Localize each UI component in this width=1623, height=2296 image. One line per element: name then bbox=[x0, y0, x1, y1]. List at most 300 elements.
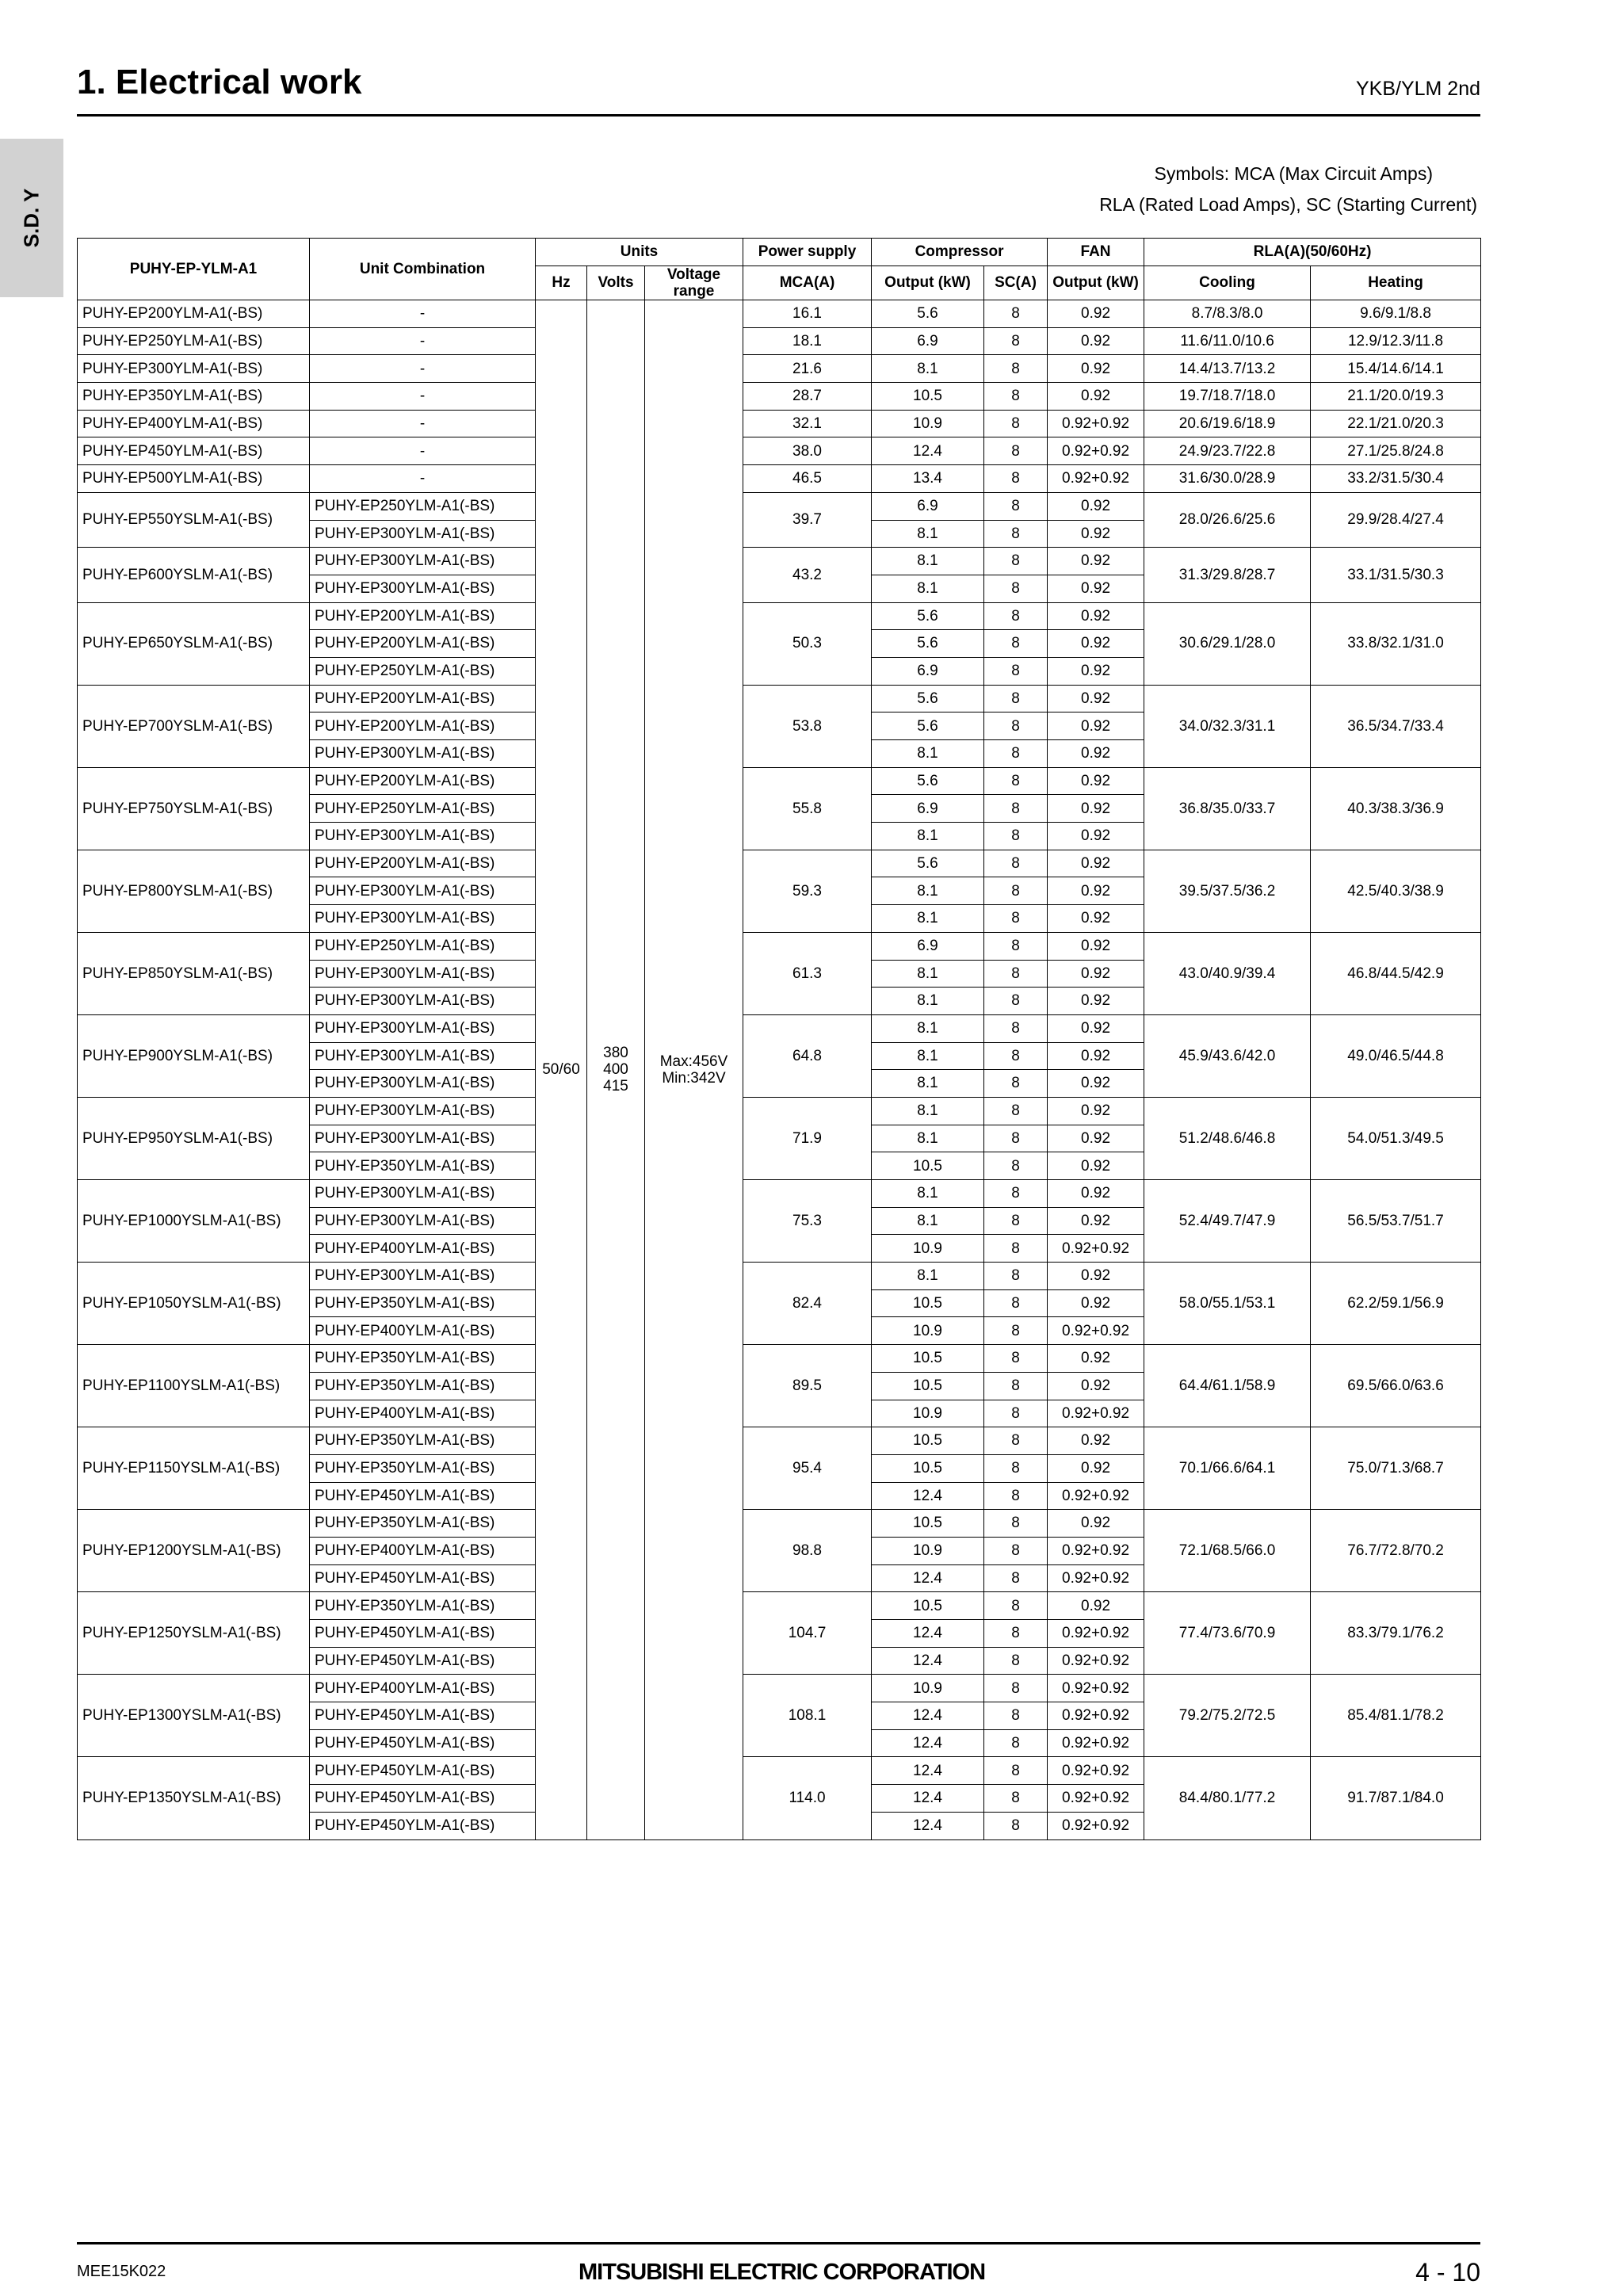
combination-cell: PUHY-EP200YLM-A1(-BS) bbox=[310, 850, 536, 877]
rla-cooling-cell: 45.9/43.6/42.0 bbox=[1144, 1014, 1311, 1097]
fan-output-cell: 0.92 bbox=[1048, 1097, 1144, 1125]
sc-cell: 8 bbox=[984, 1427, 1048, 1455]
symbols-legend-line1: Symbols: MCA (Max Circuit Amps) bbox=[1154, 163, 1433, 184]
header-divider bbox=[77, 114, 1480, 117]
compressor-output-cell: 10.9 bbox=[872, 1317, 984, 1345]
fan-output-cell: 0.92+0.92 bbox=[1048, 1675, 1144, 1702]
compressor-output-cell: 8.1 bbox=[872, 1070, 984, 1098]
mca-cell: 95.4 bbox=[743, 1427, 872, 1510]
sc-cell: 8 bbox=[984, 960, 1048, 988]
fan-output-cell: 0.92 bbox=[1048, 1289, 1144, 1317]
model-cell: PUHY-EP1250YSLM-A1(-BS) bbox=[78, 1592, 310, 1675]
footer-page-number: 4 - 10 bbox=[1415, 2258, 1480, 2286]
sc-cell: 8 bbox=[984, 1510, 1048, 1538]
combination-cell: PUHY-EP350YLM-A1(-BS) bbox=[310, 1427, 536, 1455]
sc-cell: 8 bbox=[984, 465, 1048, 493]
combination-cell: PUHY-EP450YLM-A1(-BS) bbox=[310, 1729, 536, 1757]
combination-cell: PUHY-EP450YLM-A1(-BS) bbox=[310, 1620, 536, 1648]
fan-output-cell: 0.92 bbox=[1048, 905, 1144, 933]
rla-heating-cell: 42.5/40.3/38.9 bbox=[1311, 850, 1481, 932]
voltage-range-cell bbox=[645, 300, 743, 1840]
header-model: PUHY-EP-YLM-A1 bbox=[78, 239, 310, 300]
footer-corporation: MITSUBISHI ELECTRIC CORPORATION bbox=[579, 2260, 986, 2285]
rla-heating-cell: 12.9/12.3/11.8 bbox=[1311, 327, 1481, 355]
header-output-kw: Output (kW) bbox=[872, 266, 984, 300]
header-hz: Hz bbox=[536, 266, 587, 300]
header-sc: SC(A) bbox=[984, 266, 1048, 300]
combination-cell: PUHY-EP300YLM-A1(-BS) bbox=[310, 988, 536, 1015]
rla-cooling-cell: 31.6/30.0/28.9 bbox=[1144, 465, 1311, 493]
sc-cell: 8 bbox=[984, 795, 1048, 823]
compressor-output-cell: 12.4 bbox=[872, 1620, 984, 1648]
mca-cell: 64.8 bbox=[743, 1014, 872, 1097]
header-volts: Volts bbox=[587, 266, 645, 300]
fan-output-cell: 0.92 bbox=[1048, 823, 1144, 850]
mca-cell: 98.8 bbox=[743, 1510, 872, 1592]
combination-cell: PUHY-EP250YLM-A1(-BS) bbox=[310, 795, 536, 823]
combination-cell: - bbox=[310, 437, 536, 465]
fan-output-cell: 0.92 bbox=[1048, 657, 1144, 685]
symbols-legend-line2: RLA (Rated Load Amps), SC (Starting Current) bbox=[1099, 194, 1477, 215]
rla-cooling-cell: 8.7/8.3/8.0 bbox=[1144, 300, 1311, 328]
combination-cell: PUHY-EP350YLM-A1(-BS) bbox=[310, 1592, 536, 1620]
table-row bbox=[78, 300, 1481, 328]
table-row bbox=[78, 465, 1481, 493]
rla-cooling-cell: 28.0/26.6/25.6 bbox=[1144, 492, 1311, 547]
compressor-output-cell: 12.4 bbox=[872, 1812, 984, 1839]
header-mca: MCA(A) bbox=[743, 266, 872, 300]
sc-cell: 8 bbox=[984, 575, 1048, 602]
mca-cell: 21.6 bbox=[743, 355, 872, 383]
compressor-output-cell: 12.4 bbox=[872, 1647, 984, 1675]
combination-cell: - bbox=[310, 465, 536, 493]
compressor-output-cell: 10.5 bbox=[872, 1289, 984, 1317]
compressor-output-cell: 8.1 bbox=[872, 1207, 984, 1235]
compressor-output-cell: 12.4 bbox=[872, 1564, 984, 1592]
rla-heating-cell: 85.4/81.1/78.2 bbox=[1311, 1675, 1481, 1757]
compressor-output-cell: 8.1 bbox=[872, 1014, 984, 1042]
fan-output-cell: 0.92 bbox=[1048, 1510, 1144, 1538]
sc-cell: 8 bbox=[984, 1263, 1048, 1290]
fan-output-cell: 0.92+0.92 bbox=[1048, 1400, 1144, 1427]
sc-cell: 8 bbox=[984, 877, 1048, 905]
rla-cooling-cell: 11.6/11.0/10.6 bbox=[1144, 327, 1311, 355]
volts-value: 415 bbox=[603, 1078, 628, 1095]
combination-cell: PUHY-EP400YLM-A1(-BS) bbox=[310, 1537, 536, 1564]
mca-cell: 104.7 bbox=[743, 1592, 872, 1675]
sc-cell: 8 bbox=[984, 932, 1048, 960]
sc-cell: 8 bbox=[984, 437, 1048, 465]
header-unit-combination: Unit Combination bbox=[310, 239, 536, 300]
table-row bbox=[78, 932, 1481, 960]
combination-cell: - bbox=[310, 355, 536, 383]
combination-cell: PUHY-EP250YLM-A1(-BS) bbox=[310, 657, 536, 685]
sc-cell: 8 bbox=[984, 657, 1048, 685]
fan-output-cell: 0.92 bbox=[1048, 685, 1144, 712]
sc-cell: 8 bbox=[984, 1620, 1048, 1648]
table-row bbox=[78, 685, 1481, 712]
combination-cell: PUHY-EP350YLM-A1(-BS) bbox=[310, 1372, 536, 1400]
sc-cell: 8 bbox=[984, 823, 1048, 850]
fan-output-cell: 0.92+0.92 bbox=[1048, 1235, 1144, 1263]
header-rla: RLA(A)(50/60Hz) bbox=[1144, 239, 1481, 266]
fan-output-cell: 0.92 bbox=[1048, 712, 1144, 740]
sc-cell: 8 bbox=[984, 492, 1048, 520]
combination-cell: - bbox=[310, 327, 536, 355]
combination-cell: - bbox=[310, 410, 536, 437]
sc-cell: 8 bbox=[984, 1592, 1048, 1620]
compressor-output-cell: 8.1 bbox=[872, 740, 984, 768]
mca-cell: 53.8 bbox=[743, 685, 872, 767]
fan-output-cell: 0.92 bbox=[1048, 548, 1144, 575]
combination-cell: PUHY-EP400YLM-A1(-BS) bbox=[310, 1675, 536, 1702]
combination-cell: PUHY-EP200YLM-A1(-BS) bbox=[310, 712, 536, 740]
compressor-output-cell: 13.4 bbox=[872, 465, 984, 493]
sc-cell: 8 bbox=[984, 1125, 1048, 1152]
compressor-output-cell: 10.9 bbox=[872, 1537, 984, 1564]
model-cell: PUHY-EP1100YSLM-A1(-BS) bbox=[78, 1345, 310, 1427]
table-row bbox=[78, 437, 1481, 465]
compressor-output-cell: 8.1 bbox=[872, 355, 984, 383]
fan-output-cell: 0.92+0.92 bbox=[1048, 1482, 1144, 1510]
sc-cell: 8 bbox=[984, 1180, 1048, 1208]
table-row bbox=[78, 492, 1481, 520]
rla-heating-cell: 91.7/87.1/84.0 bbox=[1311, 1757, 1481, 1839]
sc-cell: 8 bbox=[984, 1400, 1048, 1427]
combination-cell: PUHY-EP300YLM-A1(-BS) bbox=[310, 1014, 536, 1042]
compressor-output-cell: 8.1 bbox=[872, 905, 984, 933]
rla-heating-cell: 9.6/9.1/8.8 bbox=[1311, 300, 1481, 328]
combination-cell: PUHY-EP450YLM-A1(-BS) bbox=[310, 1702, 536, 1730]
sc-cell: 8 bbox=[984, 1647, 1048, 1675]
compressor-output-cell: 12.4 bbox=[872, 1482, 984, 1510]
mca-cell: 46.5 bbox=[743, 465, 872, 493]
sc-cell: 8 bbox=[984, 1729, 1048, 1757]
model-cell: PUHY-EP1000YSLM-A1(-BS) bbox=[78, 1180, 310, 1263]
rla-cooling-cell: 34.0/32.3/31.1 bbox=[1144, 685, 1311, 767]
fan-output-cell: 0.92 bbox=[1048, 630, 1144, 658]
combination-cell: PUHY-EP300YLM-A1(-BS) bbox=[310, 1042, 536, 1070]
rla-heating-cell: 22.1/21.0/20.3 bbox=[1311, 410, 1481, 437]
table-row bbox=[78, 355, 1481, 383]
combination-cell: PUHY-EP450YLM-A1(-BS) bbox=[310, 1647, 536, 1675]
fan-output-cell: 0.92+0.92 bbox=[1048, 1785, 1144, 1813]
sc-cell: 8 bbox=[984, 905, 1048, 933]
compressor-output-cell: 8.1 bbox=[872, 1042, 984, 1070]
compressor-output-cell: 10.9 bbox=[872, 1400, 984, 1427]
combination-cell: - bbox=[310, 300, 536, 328]
rla-heating-cell: 49.0/46.5/44.8 bbox=[1311, 1014, 1481, 1097]
rla-cooling-cell: 84.4/80.1/77.2 bbox=[1144, 1757, 1311, 1839]
sc-cell: 8 bbox=[984, 1207, 1048, 1235]
table-row bbox=[78, 1427, 1481, 1455]
sc-cell: 8 bbox=[984, 410, 1048, 437]
model-cell: PUHY-EP600YSLM-A1(-BS) bbox=[78, 548, 310, 602]
fan-output-cell: 0.92+0.92 bbox=[1048, 410, 1144, 437]
fan-output-cell: 0.92 bbox=[1048, 1014, 1144, 1042]
compressor-output-cell: 6.9 bbox=[872, 492, 984, 520]
fan-output-cell: 0.92+0.92 bbox=[1048, 1620, 1144, 1648]
rla-cooling-cell: 30.6/29.1/28.0 bbox=[1144, 602, 1311, 685]
fan-output-cell: 0.92 bbox=[1048, 1372, 1144, 1400]
voltage-range-value: Max:456V bbox=[659, 1052, 728, 1070]
header-voltage-range: Voltage range bbox=[645, 266, 743, 300]
fan-output-cell: 0.92 bbox=[1048, 300, 1144, 328]
combination-cell: PUHY-EP350YLM-A1(-BS) bbox=[310, 1289, 536, 1317]
rla-heating-cell: 54.0/51.3/49.5 bbox=[1311, 1097, 1481, 1179]
table-row bbox=[78, 327, 1481, 355]
sc-cell: 8 bbox=[984, 1372, 1048, 1400]
fan-output-cell: 0.92+0.92 bbox=[1048, 1812, 1144, 1839]
combination-cell: PUHY-EP300YLM-A1(-BS) bbox=[310, 960, 536, 988]
rla-cooling-cell: 70.1/66.6/64.1 bbox=[1144, 1427, 1311, 1510]
fan-output-cell: 0.92 bbox=[1048, 1207, 1144, 1235]
fan-output-cell: 0.92 bbox=[1048, 492, 1144, 520]
compressor-output-cell: 8.1 bbox=[872, 575, 984, 602]
fan-output-cell: 0.92 bbox=[1048, 877, 1144, 905]
table-row bbox=[78, 410, 1481, 437]
rla-cooling-cell: 20.6/19.6/18.9 bbox=[1144, 410, 1311, 437]
rla-cooling-cell: 51.2/48.6/46.8 bbox=[1144, 1097, 1311, 1179]
sc-cell: 8 bbox=[984, 383, 1048, 411]
header-units: Units bbox=[536, 239, 743, 266]
fan-output-cell: 0.92+0.92 bbox=[1048, 1537, 1144, 1564]
table-row bbox=[78, 767, 1481, 795]
fan-output-cell: 0.92 bbox=[1048, 767, 1144, 795]
compressor-output-cell: 8.1 bbox=[872, 520, 984, 548]
rla-heating-cell: 76.7/72.8/70.2 bbox=[1311, 1510, 1481, 1592]
fan-output-cell: 0.92 bbox=[1048, 988, 1144, 1015]
sc-cell: 8 bbox=[984, 1812, 1048, 1839]
fan-output-cell: 0.92 bbox=[1048, 1263, 1144, 1290]
rla-cooling-cell: 72.1/68.5/66.0 bbox=[1144, 1510, 1311, 1592]
fan-output-cell: 0.92 bbox=[1048, 1427, 1144, 1455]
rla-cooling-cell: 31.3/29.8/28.7 bbox=[1144, 548, 1311, 602]
sc-cell: 8 bbox=[984, 767, 1048, 795]
combination-cell: PUHY-EP350YLM-A1(-BS) bbox=[310, 1345, 536, 1373]
sc-cell: 8 bbox=[984, 988, 1048, 1015]
fan-output-cell: 0.92 bbox=[1048, 520, 1144, 548]
rla-cooling-cell: 14.4/13.7/13.2 bbox=[1144, 355, 1311, 383]
compressor-output-cell: 10.5 bbox=[872, 1510, 984, 1538]
model-cell: PUHY-EP750YSLM-A1(-BS) bbox=[78, 767, 310, 850]
compressor-output-cell: 12.4 bbox=[872, 1785, 984, 1813]
combination-cell: PUHY-EP300YLM-A1(-BS) bbox=[310, 1207, 536, 1235]
rla-cooling-cell: 36.8/35.0/33.7 bbox=[1144, 767, 1311, 850]
rla-heating-cell: 33.2/31.5/30.4 bbox=[1311, 465, 1481, 493]
table-row bbox=[78, 1180, 1481, 1208]
combination-cell: PUHY-EP350YLM-A1(-BS) bbox=[310, 1454, 536, 1482]
compressor-output-cell: 6.9 bbox=[872, 795, 984, 823]
sc-cell: 8 bbox=[984, 1289, 1048, 1317]
rla-cooling-cell: 24.9/23.7/22.8 bbox=[1144, 437, 1311, 465]
combination-cell: PUHY-EP200YLM-A1(-BS) bbox=[310, 767, 536, 795]
mca-cell: 108.1 bbox=[743, 1675, 872, 1757]
sc-cell: 8 bbox=[984, 1482, 1048, 1510]
combination-cell: - bbox=[310, 383, 536, 411]
sc-cell: 8 bbox=[984, 355, 1048, 383]
mca-cell: 38.0 bbox=[743, 437, 872, 465]
rla-heating-cell: 40.3/38.3/36.9 bbox=[1311, 767, 1481, 850]
rla-heating-cell: 21.1/20.0/19.3 bbox=[1311, 383, 1481, 411]
fan-output-cell: 0.92 bbox=[1048, 960, 1144, 988]
fan-output-cell: 0.92+0.92 bbox=[1048, 1702, 1144, 1730]
mca-cell: 18.1 bbox=[743, 327, 872, 355]
model-cell: PUHY-EP200YLM-A1(-BS) bbox=[78, 300, 310, 328]
combination-cell: PUHY-EP200YLM-A1(-BS) bbox=[310, 630, 536, 658]
rla-cooling-cell: 79.2/75.2/72.5 bbox=[1144, 1675, 1311, 1757]
compressor-output-cell: 10.5 bbox=[872, 1152, 984, 1180]
header-power-supply: Power supply bbox=[743, 239, 872, 266]
combination-cell: PUHY-EP400YLM-A1(-BS) bbox=[310, 1400, 536, 1427]
spec-table-body bbox=[78, 300, 1481, 1840]
fan-output-cell: 0.92 bbox=[1048, 1345, 1144, 1373]
hz-cell bbox=[536, 300, 587, 1840]
sc-cell: 8 bbox=[984, 300, 1048, 328]
rla-heating-cell: 83.3/79.1/76.2 bbox=[1311, 1592, 1481, 1675]
rla-cooling-cell: 58.0/55.1/53.1 bbox=[1144, 1263, 1311, 1345]
sc-cell: 8 bbox=[984, 685, 1048, 712]
fan-output-cell: 0.92 bbox=[1048, 1180, 1144, 1208]
rla-heating-cell: 15.4/14.6/14.1 bbox=[1311, 355, 1481, 383]
fan-output-cell: 0.92+0.92 bbox=[1048, 1564, 1144, 1592]
sc-cell: 8 bbox=[984, 1014, 1048, 1042]
sc-cell: 8 bbox=[984, 1785, 1048, 1813]
fan-output-cell: 0.92 bbox=[1048, 1152, 1144, 1180]
rla-heating-cell: 33.8/32.1/31.0 bbox=[1311, 602, 1481, 685]
sc-cell: 8 bbox=[984, 327, 1048, 355]
model-cell: PUHY-EP850YSLM-A1(-BS) bbox=[78, 932, 310, 1014]
model-cell: PUHY-EP950YSLM-A1(-BS) bbox=[78, 1097, 310, 1179]
combination-cell: PUHY-EP450YLM-A1(-BS) bbox=[310, 1785, 536, 1813]
compressor-output-cell: 8.1 bbox=[872, 1097, 984, 1125]
compressor-output-cell: 5.6 bbox=[872, 630, 984, 658]
compressor-output-cell: 8.1 bbox=[872, 960, 984, 988]
mca-cell: 39.7 bbox=[743, 492, 872, 547]
footer-doc-code: MEE15K022 bbox=[77, 2263, 166, 2280]
model-cell: PUHY-EP1300YSLM-A1(-BS) bbox=[78, 1675, 310, 1757]
mca-cell: 82.4 bbox=[743, 1263, 872, 1345]
fan-output-cell: 0.92 bbox=[1048, 383, 1144, 411]
mca-cell: 50.3 bbox=[743, 602, 872, 685]
fan-output-cell: 0.92 bbox=[1048, 355, 1144, 383]
combination-cell: PUHY-EP300YLM-A1(-BS) bbox=[310, 877, 536, 905]
fan-output-cell: 0.92 bbox=[1048, 1125, 1144, 1152]
compressor-output-cell: 8.1 bbox=[872, 1180, 984, 1208]
mca-cell: 59.3 bbox=[743, 850, 872, 932]
model-cell: PUHY-EP1200YSLM-A1(-BS) bbox=[78, 1510, 310, 1592]
fan-output-cell: 0.92+0.92 bbox=[1048, 1757, 1144, 1785]
mca-cell: 71.9 bbox=[743, 1097, 872, 1179]
sc-cell: 8 bbox=[984, 1042, 1048, 1070]
model-cell: PUHY-EP900YSLM-A1(-BS) bbox=[78, 1014, 310, 1097]
compressor-output-cell: 5.6 bbox=[872, 300, 984, 328]
compressor-output-cell: 12.4 bbox=[872, 1702, 984, 1730]
header-fan: FAN bbox=[1048, 239, 1144, 266]
rla-cooling-cell: 39.5/37.5/36.2 bbox=[1144, 850, 1311, 932]
model-cell: PUHY-EP350YLM-A1(-BS) bbox=[78, 383, 310, 411]
compressor-output-cell: 12.4 bbox=[872, 1729, 984, 1757]
table-row bbox=[78, 602, 1481, 630]
model-cell: PUHY-EP500YLM-A1(-BS) bbox=[78, 465, 310, 493]
mca-cell: 55.8 bbox=[743, 767, 872, 850]
model-cell: PUHY-EP700YSLM-A1(-BS) bbox=[78, 685, 310, 767]
table-row bbox=[78, 1014, 1481, 1042]
section-tab-label: S.D. Y bbox=[19, 188, 44, 248]
combination-cell: PUHY-EP400YLM-A1(-BS) bbox=[310, 1317, 536, 1345]
combination-cell: PUHY-EP300YLM-A1(-BS) bbox=[310, 575, 536, 602]
volts-cell bbox=[587, 300, 645, 1840]
combination-cell: PUHY-EP200YLM-A1(-BS) bbox=[310, 685, 536, 712]
table-row bbox=[78, 1675, 1481, 1702]
sc-cell: 8 bbox=[984, 740, 1048, 768]
table-row bbox=[78, 548, 1481, 575]
model-cell: PUHY-EP300YLM-A1(-BS) bbox=[78, 355, 310, 383]
volts-value: 380 bbox=[603, 1044, 628, 1061]
fan-output-cell: 0.92 bbox=[1048, 1042, 1144, 1070]
model-cell: PUHY-EP650YSLM-A1(-BS) bbox=[78, 602, 310, 685]
rla-cooling-cell: 52.4/49.7/47.9 bbox=[1144, 1180, 1311, 1263]
fan-output-cell: 0.92+0.92 bbox=[1048, 1729, 1144, 1757]
table-row bbox=[78, 383, 1481, 411]
volts-value: 400 bbox=[603, 1061, 628, 1079]
rla-heating-cell: 75.0/71.3/68.7 bbox=[1311, 1427, 1481, 1510]
rla-heating-cell: 27.1/25.8/24.8 bbox=[1311, 437, 1481, 465]
compressor-output-cell: 12.4 bbox=[872, 437, 984, 465]
fan-output-cell: 0.92+0.92 bbox=[1048, 465, 1144, 493]
sc-cell: 8 bbox=[984, 1097, 1048, 1125]
compressor-output-cell: 5.6 bbox=[872, 602, 984, 630]
footer-divider bbox=[77, 2242, 1480, 2244]
sc-cell: 8 bbox=[984, 1317, 1048, 1345]
table-row bbox=[78, 1345, 1481, 1373]
model-cell: PUHY-EP250YLM-A1(-BS) bbox=[78, 327, 310, 355]
rla-heating-cell: 33.1/31.5/30.3 bbox=[1311, 548, 1481, 602]
fan-output-cell: 0.92 bbox=[1048, 327, 1144, 355]
combination-cell: PUHY-EP350YLM-A1(-BS) bbox=[310, 1152, 536, 1180]
combination-cell: PUHY-EP300YLM-A1(-BS) bbox=[310, 1125, 536, 1152]
header-compressor: Compressor bbox=[872, 239, 1048, 266]
header-fan-output: Output (kW) bbox=[1048, 266, 1144, 300]
fan-output-cell: 0.92 bbox=[1048, 740, 1144, 768]
table-row bbox=[78, 1510, 1481, 1538]
sc-cell: 8 bbox=[984, 548, 1048, 575]
compressor-output-cell: 10.9 bbox=[872, 1675, 984, 1702]
model-cell: PUHY-EP1050YSLM-A1(-BS) bbox=[78, 1263, 310, 1345]
combination-cell: PUHY-EP450YLM-A1(-BS) bbox=[310, 1812, 536, 1839]
combination-cell: PUHY-EP450YLM-A1(-BS) bbox=[310, 1757, 536, 1785]
mca-cell: 75.3 bbox=[743, 1180, 872, 1263]
combination-cell: PUHY-EP300YLM-A1(-BS) bbox=[310, 1070, 536, 1098]
fan-output-cell: 0.92 bbox=[1048, 1592, 1144, 1620]
compressor-output-cell: 5.6 bbox=[872, 685, 984, 712]
model-cell: PUHY-EP1350YSLM-A1(-BS) bbox=[78, 1757, 310, 1839]
rla-cooling-cell: 19.7/18.7/18.0 bbox=[1144, 383, 1311, 411]
compressor-output-cell: 10.5 bbox=[872, 1427, 984, 1455]
sc-cell: 8 bbox=[984, 1070, 1048, 1098]
rla-cooling-cell: 77.4/73.6/70.9 bbox=[1144, 1592, 1311, 1675]
fan-output-cell: 0.92 bbox=[1048, 932, 1144, 960]
mca-cell: 61.3 bbox=[743, 932, 872, 1014]
combination-cell: PUHY-EP300YLM-A1(-BS) bbox=[310, 548, 536, 575]
sc-cell: 8 bbox=[984, 1235, 1048, 1263]
mca-cell: 114.0 bbox=[743, 1757, 872, 1839]
rla-heating-cell: 62.2/59.1/56.9 bbox=[1311, 1263, 1481, 1345]
table-row bbox=[78, 850, 1481, 877]
compressor-output-cell: 8.1 bbox=[872, 877, 984, 905]
compressor-output-cell: 10.9 bbox=[872, 410, 984, 437]
combination-cell: PUHY-EP300YLM-A1(-BS) bbox=[310, 1180, 536, 1208]
